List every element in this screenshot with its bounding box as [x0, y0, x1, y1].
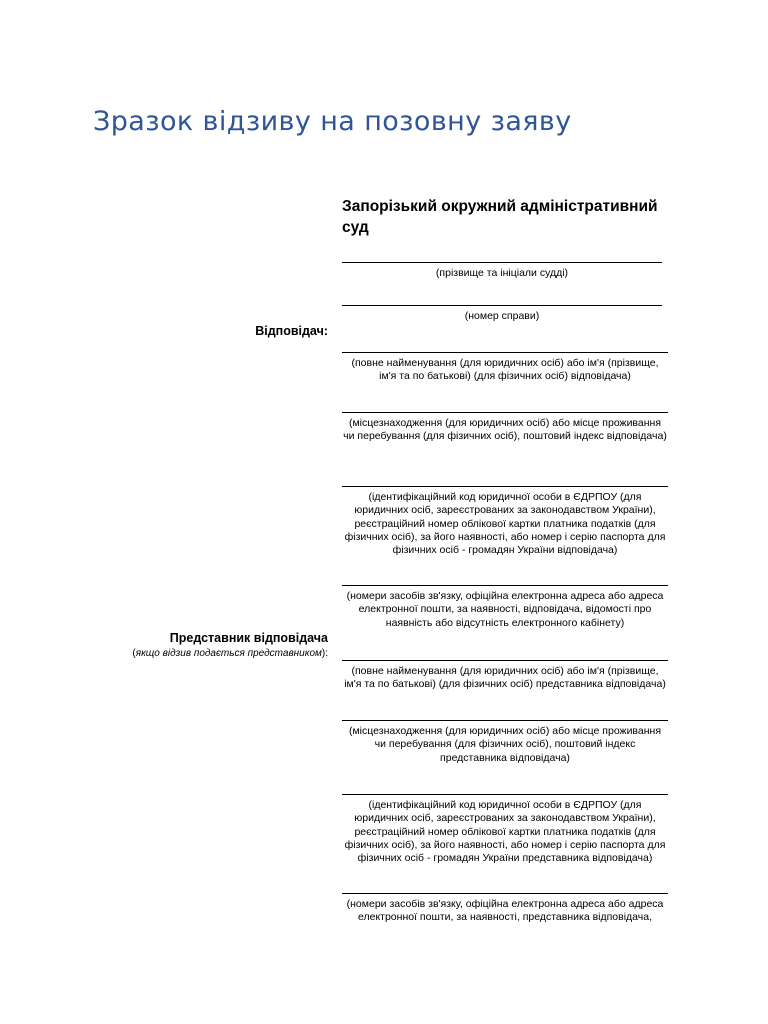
representative-name-caption: (повне найменування (для юридичних осіб) або ім'я (прізвище, ім'я та по батькові) (для фізичних осіб) представника відповідача) — [344, 665, 666, 691]
defendant-name-field — [342, 352, 668, 384]
defendant-address-field — [342, 412, 668, 444]
document-title: Зразок відзиву на позовну заяву — [93, 106, 572, 137]
defendant-name-caption: (повне найменування (для юридичних осіб) або ім'я (прізвище, ім'я та по батькові) (для фізичних осіб) відповідача) — [351, 357, 659, 383]
defendant-contacts-caption: (номери засобів зв'язку, офіційна електронна адреса або адреса електронної пошти, за наявності, відповідача, відомості про наявність або відсутність електронного кабінету) — [346, 590, 664, 629]
representative-label: Представник відповідача — [169, 631, 328, 645]
representative-note — [132, 648, 328, 659]
defendant-contacts-field — [342, 585, 668, 630]
case-number-blank-line — [342, 305, 662, 306]
blank-line — [342, 660, 668, 661]
defendant-label: Відповідач: — [255, 324, 328, 338]
blank-line — [342, 720, 668, 721]
note-italic: якщо відзив подається представником — [135, 648, 322, 659]
representative-address-field — [342, 720, 668, 765]
blank-line — [342, 794, 668, 795]
blank-line — [342, 352, 668, 353]
representative-address-caption: (місцезнаходження (для юридичних осіб) або місце проживання чи перебування (для фізичних осіб), поштовий індекс представника відповідача) — [348, 725, 662, 764]
blank-line — [342, 585, 668, 586]
case-number-caption: (номер справи) — [464, 310, 540, 322]
judge-field — [342, 262, 662, 280]
representative-name-field — [342, 660, 668, 692]
blank-line — [342, 893, 668, 894]
blank-line — [342, 412, 668, 413]
representative-id-field — [342, 794, 668, 865]
case-number-field — [342, 305, 662, 323]
blank-line — [342, 486, 668, 487]
defendant-id-caption: (ідентифікаційний код юридичної особи в ЄДРПОУ (для юридичних осіб, зареєстрованих за законодавством України), реєстраційний номер облікової картки платника податків (для фізичних осіб), за його наявності, або номер і серію паспорта для фізичних осіб - громадян України відповідача) — [344, 491, 666, 557]
defendant-address-caption: (місцезнаходження (для юридичних осіб) або місце проживання чи перебування (для фізичних осіб), поштовий індекс відповідача) — [343, 417, 667, 443]
representative-id-caption: (ідентифікаційний код юридичної особи в ЄДРПОУ (для юридичних осіб, зареєстрованих за законодавством України), реєстраційний номер облікової картки платника податків (для фізичних осіб), за його наявності, або номер і серію паспорта для фізичних осіб - громадян України представника відповідача) — [344, 799, 666, 865]
note-open: ( — [132, 648, 136, 659]
defendant-id-field — [342, 486, 668, 557]
representative-contacts-caption: (номери засобів зв'язку, офіційна електронна адреса або адреса електронної пошти, за наявності, представника відповідача, — [346, 898, 664, 924]
judge-blank-line — [342, 262, 662, 263]
court-name: Запорізький окружний адміністративний суд — [342, 198, 658, 236]
note-close: ): — [321, 648, 328, 659]
judge-caption: (прізвище та ініціали судді) — [435, 267, 569, 279]
representative-contacts-field — [342, 893, 668, 925]
